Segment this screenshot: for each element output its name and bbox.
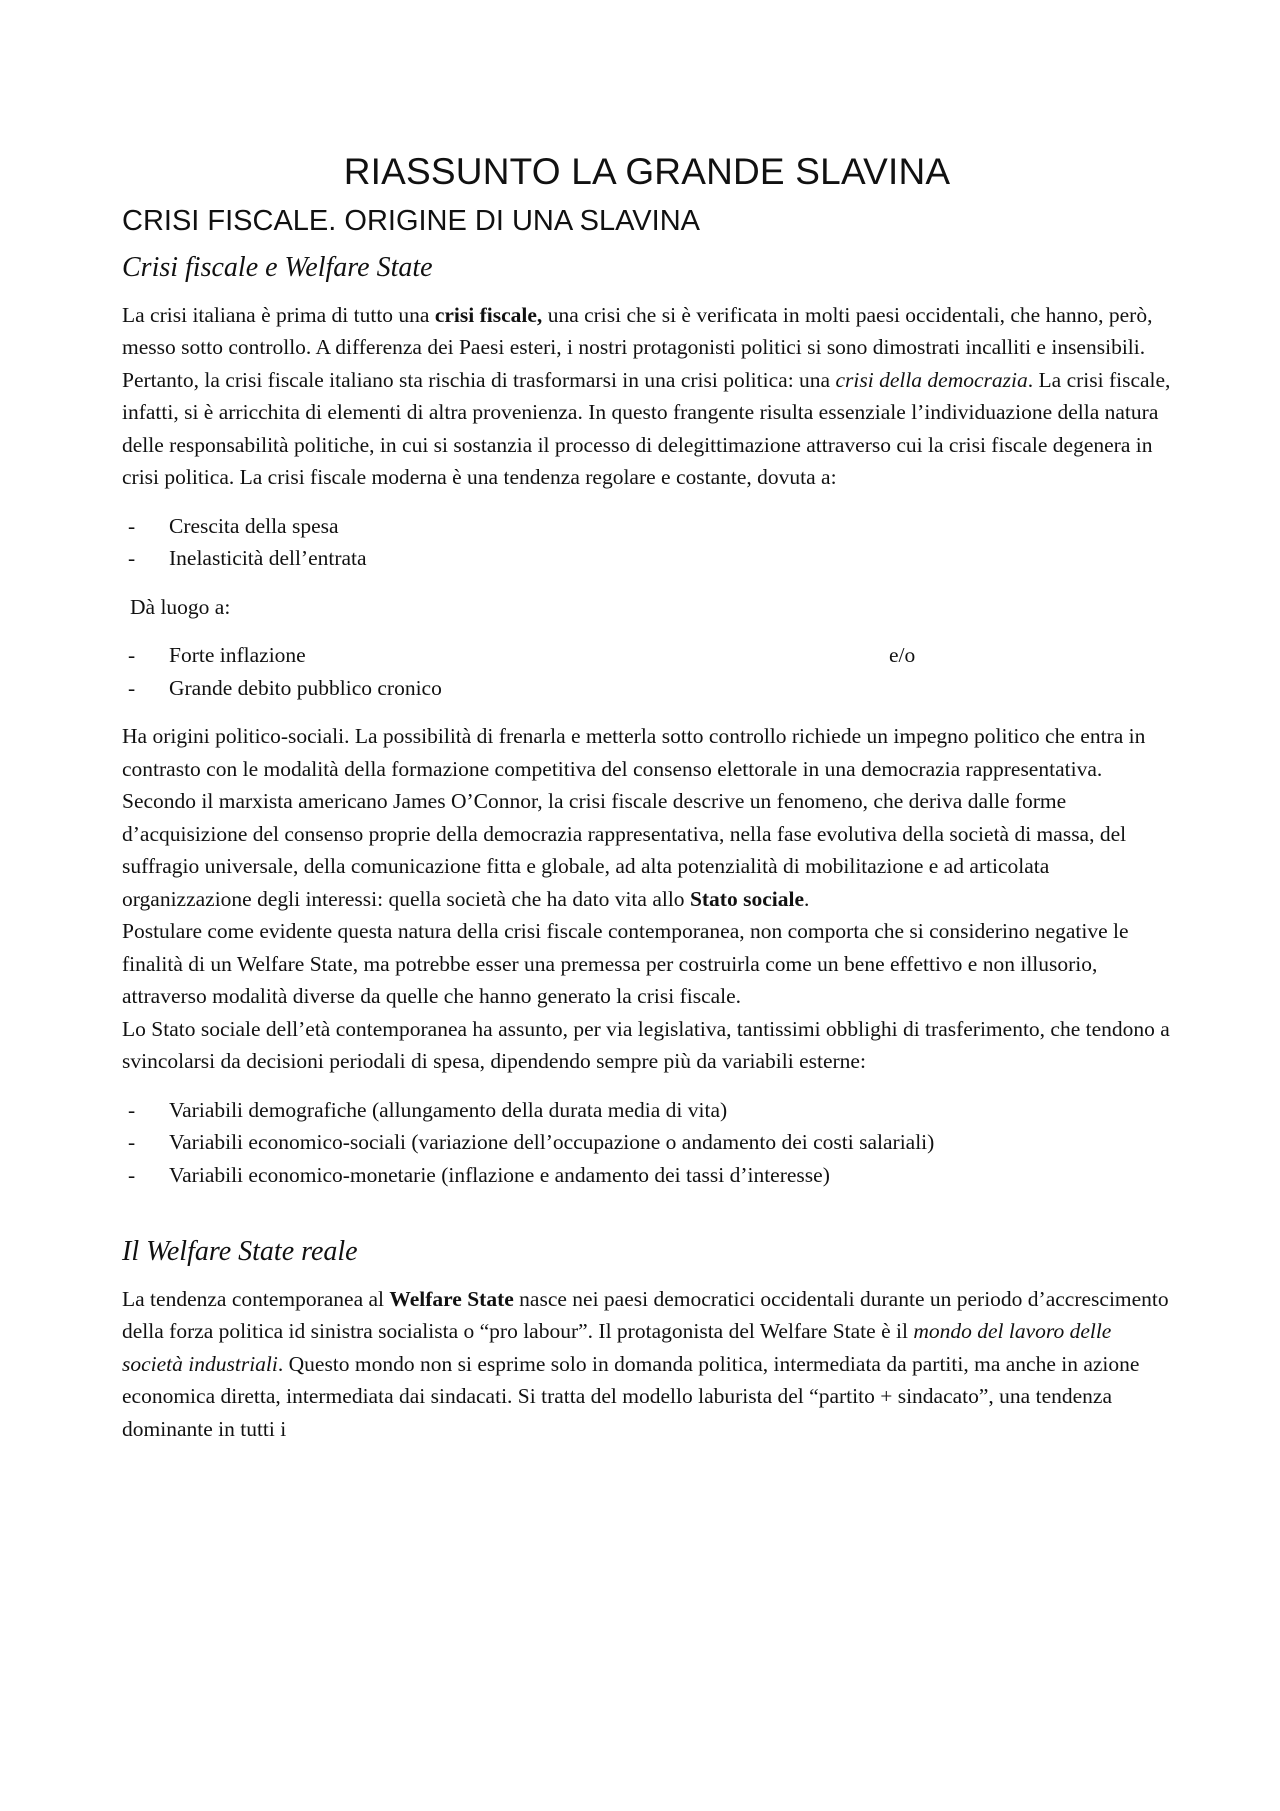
paragraph-stato-sociale: Lo Stato sociale dell’età contemporanea ha assunto, per via legislativa, tantissimi obblighi di trasferimento, che tendono a svincolarsi da decisioni periodali di spesa, dipendendo sempre più da variabili esterne: — [122, 1016, 1170, 1074]
list-item-connector: e/o — [889, 643, 916, 668]
list-item — [122, 542, 1172, 575]
list-item-text: Inelasticità dell’entrata — [169, 546, 367, 571]
text-run: nasce nei paesi democratici occidentali durante un periodo d’accrescimento della forza politica id sinistra socialista o “pro labour”. Il protagonista del Welfare State è il — [122, 1286, 1169, 1344]
list-dash: - — [128, 546, 136, 571]
text-run: una crisi che si è verificata in molti paesi occidentali, che hanno, però, messo sotto controllo. A differenza dei Paesi esteri, i nostri protagonisti politici si sono dimostrati incalliti e insensibili. Pertanto, la crisi fiscale italiano sta rischia di trasformarsi in una crisi politica: una — [122, 302, 1153, 392]
paragraph-intro — [122, 299, 1172, 494]
italic-term-crisi-democrazia: crisi della democrazia — [835, 367, 1028, 392]
list-dash: - — [128, 1130, 136, 1155]
cause-list — [122, 510, 1172, 575]
document-title: RIASSUNTO LA GRANDE SLAVINA — [343, 151, 951, 192]
list-dash: - — [128, 675, 136, 700]
list-dash: - — [128, 643, 136, 668]
italic-term-mondo-lavoro: mondo del lavoro delle società industriali — [122, 1319, 1112, 1376]
list-item — [122, 1126, 1172, 1159]
bold-term-stato-sociale: Stato sociale — [689, 886, 804, 911]
list-item-text: Grande debito pubblico cronico — [169, 675, 442, 700]
paragraph-welfare-reale — [122, 1283, 1172, 1446]
list-item-text: Forte inflazione — [169, 643, 306, 668]
list-item — [122, 639, 1172, 672]
list-item — [122, 1094, 1172, 1127]
effect-list — [122, 639, 1172, 704]
text-run: La crisi italiana è prima di tutto una — [122, 302, 435, 327]
section-heading-welfare-reale: Il Welfare State reale — [122, 1236, 358, 1268]
text-run: Ha origini politico-sociali. La possibilità di frenarla e metterla sotto controllo richiede un impegno politico che entra in contrasto con le modalità della formazione competitiva del consenso elettorale in una democrazia rappresentativa. Secondo il marxista americano James O’Connor, la crisi fiscale descrive un fenomeno, che deriva dalle forme d’acquisizione del consenso proprie della democrazia rappresentativa, nella fase evolutiva della società di massa, del suffragio universale, della comunicazione fitta e globale, ad alta potenzialità di mobilitazione e ad articolata organizzazione degli interessi: quella società che ha dato vita allo — [122, 724, 1146, 911]
bold-term-welfare-state: Welfare State — [389, 1286, 514, 1311]
list-dash: - — [128, 513, 136, 538]
list-item-text: Variabili demografiche (allungamento della durata media di vita) — [169, 1097, 728, 1122]
text-run: . — [804, 886, 810, 911]
text-run: . La crisi fiscale, infatti, si è arricchita di elementi di altra provenienza. In questo frangente risulta essenziale l’individuazione della natura delle responsabilità politiche, in cui si sostanzia il processo di delegittimazione attraverso cui la crisi fiscale degenera in crisi politica. La crisi fiscale moderna è una tendenza regolare e costante, dovuta a: — [122, 367, 1171, 490]
list-item-text: Crescita della spesa — [169, 513, 339, 538]
list-item-text: Variabili economico-monetarie (inflazione e andamento dei tassi d’interesse) — [169, 1162, 830, 1187]
variables-list — [122, 1094, 1172, 1192]
list-item — [122, 672, 1172, 705]
leads-to-label: Dà luogo a: — [130, 594, 231, 619]
list-item — [122, 510, 1172, 543]
section-heading-crisi-fiscale: Crisi fiscale e Welfare State — [122, 252, 433, 284]
list-dash: - — [128, 1162, 136, 1187]
bold-term-crisi-fiscale: crisi fiscale, — [434, 302, 543, 327]
document-body — [122, 150, 1172, 1461]
list-dash: - — [128, 1097, 136, 1122]
paragraph-origins — [122, 720, 1172, 915]
list-item — [122, 1159, 1172, 1192]
text-run: . Questo mondo non si esprime solo in domanda politica, intermediata da partiti, ma anche in azione economica diretta, intermediata dai sindacati. Si tratta del modello laburista del “partito + sindacato”, una tendenza dominante in tutti i — [122, 1351, 1140, 1441]
text-run: La tendenza contemporanea al — [122, 1286, 390, 1311]
chapter-title: CRISI FISCALE. ORIGINE DI UNA SLAVINA — [122, 205, 700, 238]
paragraph-postulate: Postulare come evidente questa natura della crisi fiscale contemporanea, non comporta che si considerino negative le finalità di un Welfare State, ma potrebbe esser una premessa per costruirla come un bene effettivo e non illusorio, attraverso modalità diverse da quelle che hanno generato la crisi fiscale. — [122, 919, 1129, 1009]
list-item-text: Variabili economico-sociali (variazione dell’occupazione o andamento dei costi salariali) — [169, 1130, 935, 1155]
